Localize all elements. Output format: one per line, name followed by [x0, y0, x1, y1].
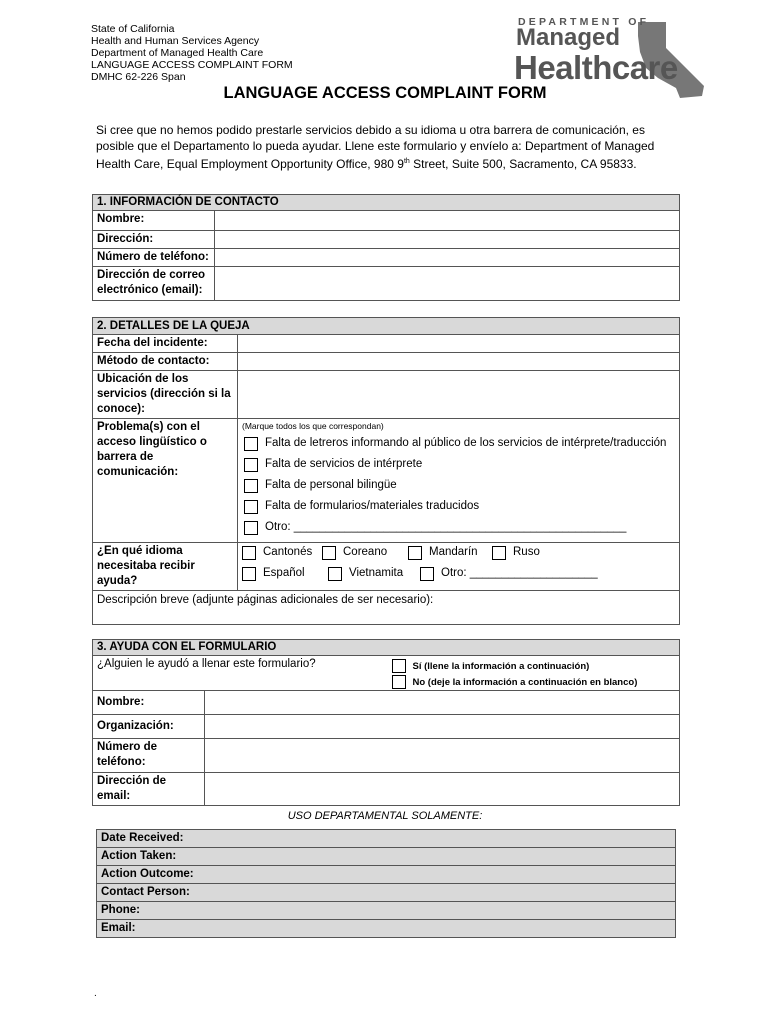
- intro-text-end: Street, Suite 500, Sacramento, CA 95833.: [409, 157, 637, 171]
- option-label: Sí (llene la información a continuación): [412, 660, 590, 672]
- checkbox[interactable]: [244, 521, 258, 535]
- helper-org-field[interactable]: [205, 715, 680, 739]
- option-label: Falta de servicios de intérprete: [265, 458, 423, 470]
- helper-phone-label: Número de teléfono:: [93, 739, 205, 773]
- contact-method-field[interactable]: [238, 353, 680, 371]
- checkbox[interactable]: [244, 479, 258, 493]
- complaint-details-table: [92, 317, 680, 625]
- section2-heading: 2. DETALLES DE LA QUEJA: [93, 318, 680, 335]
- description-label: Descripción breve (adjunte páginas adicionales de ser necesario):: [97, 594, 434, 606]
- name-label: Nombre:: [93, 211, 215, 231]
- option-label: No (deje la información a continuación en blanco): [412, 676, 638, 688]
- problem-option-signage[interactable]: [240, 433, 677, 454]
- help-option-no[interactable]: [392, 674, 680, 690]
- language-option-other[interactable]: [420, 566, 598, 581]
- agency-line: DMHC 62-226 Span: [91, 71, 186, 83]
- phone-field[interactable]: [215, 249, 680, 267]
- problem-label: Problema(s) con el acceso lingüístico o barrera de comunicación:: [93, 419, 238, 543]
- help-options: [392, 656, 680, 691]
- incident-date-field[interactable]: [238, 335, 680, 353]
- option-label: Español: [263, 567, 305, 579]
- intro-sup: th: [403, 158, 410, 165]
- option-label: Cantonés: [263, 546, 313, 558]
- date-received-field[interactable]: [217, 830, 676, 848]
- agency-header: [91, 23, 293, 83]
- action-taken-label: Action Taken:: [97, 848, 217, 866]
- office-phone-label: Phone:: [97, 902, 217, 920]
- checkbox[interactable]: [392, 659, 406, 673]
- checkbox[interactable]: [242, 546, 256, 560]
- checkbox[interactable]: [492, 546, 506, 560]
- option-label: Ruso: [513, 546, 540, 558]
- checkbox[interactable]: [392, 675, 406, 689]
- language-option-russian[interactable]: [492, 545, 540, 560]
- contact-method-label: Método de contacto:: [93, 353, 238, 371]
- helper-email-label: Dirección de email:: [93, 773, 205, 806]
- department-only-label: USO DEPARTAMENTAL SOLAMENTE:: [287, 810, 483, 822]
- action-outcome-field[interactable]: [217, 866, 676, 884]
- option-label: Otro: ____________________________________________________: [265, 521, 627, 533]
- checkbox[interactable]: [328, 567, 342, 581]
- phone-label: Número de teléfono:: [93, 249, 215, 267]
- helper-org-label: Organización:: [93, 715, 205, 739]
- problem-option-bilingual[interactable]: [240, 475, 677, 496]
- service-location-field[interactable]: [238, 371, 680, 419]
- intro-text: Si cree que no hemos podido prestarle servicios debido a su idioma u otra barrera de comunicación, es posible que el Departamento lo pueda ayudar. Llene este formulario y envíelo a: Department of Managed Health Care, Equal Employment Opportunity Office, 980 9: [96, 123, 655, 171]
- form-help-table: [92, 639, 680, 806]
- helper-name-label: Nombre:: [93, 691, 205, 715]
- agency-line: State of California: [91, 23, 175, 35]
- problem-option-other[interactable]: [240, 517, 677, 538]
- office-phone-field[interactable]: [217, 902, 676, 920]
- description-field[interactable]: [93, 591, 680, 625]
- office-use-table: [96, 829, 676, 938]
- help-question: ¿Alguien le ayudó a llenar este formulario?: [93, 656, 392, 691]
- agency-line: LANGUAGE ACCESS COMPLAINT FORM: [91, 59, 293, 71]
- checkbox[interactable]: [408, 546, 422, 560]
- office-email-field[interactable]: [217, 920, 676, 938]
- address-label: Dirección:: [93, 231, 215, 249]
- language-row-2: [242, 566, 675, 587]
- checkbox[interactable]: [244, 500, 258, 514]
- incident-date-label: Fecha del incidente:: [93, 335, 238, 353]
- helper-email-field[interactable]: [205, 773, 680, 806]
- option-label: Falta de formularios/materiales traducidos: [265, 500, 480, 512]
- logo-line-managed: Managed: [516, 24, 621, 51]
- action-outcome-label: Action Outcome:: [97, 866, 217, 884]
- section3-heading: 3. AYUDA CON EL FORMULARIO: [93, 640, 680, 656]
- email-field[interactable]: [215, 267, 680, 301]
- language-label: ¿En qué idioma necesitaba recibir ayuda?: [93, 543, 238, 591]
- page-title: LANGUAGE ACCESS COMPLAINT FORM: [223, 84, 547, 102]
- option-label: Coreano: [343, 546, 388, 558]
- option-label: Falta de personal bilingüe: [265, 479, 397, 491]
- language-option-mandarin[interactable]: [408, 545, 478, 560]
- option-label: Otro: ____________________: [441, 567, 598, 579]
- language-option-spanish[interactable]: [242, 566, 305, 581]
- address-field[interactable]: [215, 231, 680, 249]
- language-option-vietnamese[interactable]: [328, 566, 403, 581]
- problem-option-translated[interactable]: [240, 496, 677, 517]
- office-email-label: Email:: [97, 920, 217, 938]
- option-label: Falta de letreros informando al público de los servicios de intérprete/traducción: [265, 437, 667, 449]
- footer-mark: .: [94, 988, 97, 999]
- section1-heading: 1. INFORMACIÓN DE CONTACTO: [93, 195, 680, 211]
- checkbox[interactable]: [322, 546, 336, 560]
- email-label: Dirección de correo electrónico (email):: [93, 267, 215, 301]
- help-option-yes[interactable]: [392, 658, 680, 674]
- agency-line: Department of Managed Health Care: [91, 47, 264, 59]
- helper-name-field[interactable]: [205, 691, 680, 715]
- date-received-label: Date Received:: [97, 830, 217, 848]
- contact-person-label: Contact Person:: [97, 884, 217, 902]
- language-option-korean[interactable]: [322, 545, 387, 560]
- intro-paragraph: [96, 122, 686, 172]
- helper-phone-field[interactable]: [205, 739, 680, 773]
- contact-person-field[interactable]: [217, 884, 676, 902]
- checkbox[interactable]: [244, 458, 258, 472]
- problem-option-interpreter[interactable]: [240, 454, 677, 475]
- option-label: Mandarín: [429, 546, 478, 558]
- contact-info-table: [92, 194, 680, 301]
- checkbox[interactable]: [420, 567, 434, 581]
- language-option-cantonese[interactable]: [242, 545, 312, 560]
- service-location-label: Ubicación de los servicios (dirección si la conoce):: [93, 371, 238, 419]
- logo-line-dept: DEPARTMENT OF: [518, 16, 650, 28]
- agency-line: Health and Human Services Agency: [91, 35, 260, 47]
- checkbox[interactable]: [244, 437, 258, 451]
- action-taken-field[interactable]: [217, 848, 676, 866]
- logo-line-health: Healthcare: [514, 49, 678, 86]
- problem-options: [238, 419, 680, 543]
- checkbox[interactable]: [242, 567, 256, 581]
- problem-hint: (Marque todos los que correspondan): [242, 421, 384, 431]
- option-label: Vietnamita: [349, 567, 404, 579]
- language-options: [238, 543, 680, 591]
- language-row-1: [242, 545, 675, 566]
- name-field[interactable]: [215, 211, 680, 231]
